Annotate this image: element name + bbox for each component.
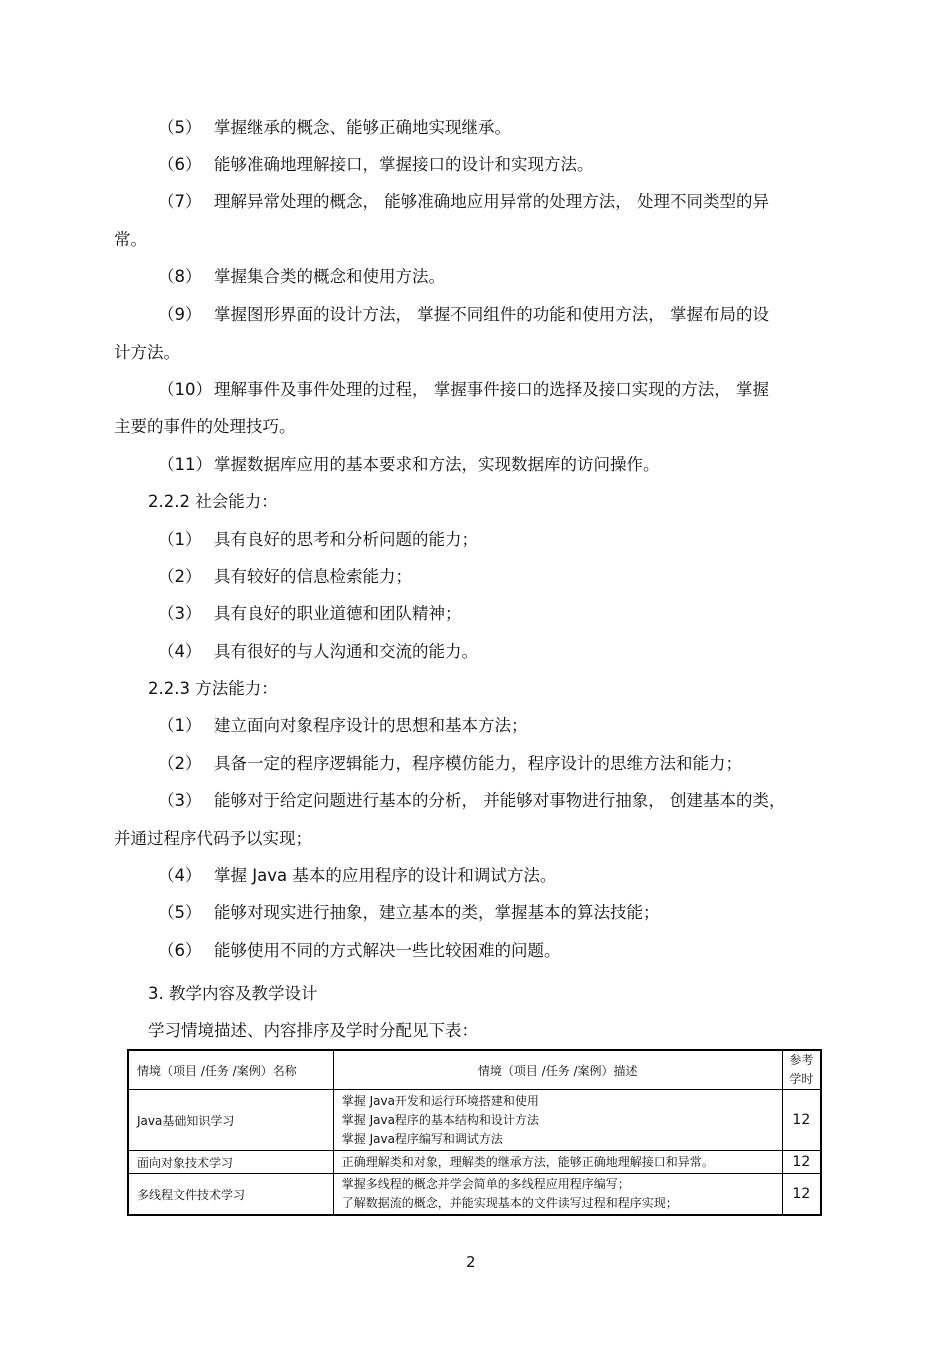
header-hours <box>782 1050 821 1090</box>
item-text: 具备一定的程序逻辑能力，程序模仿能力，程序设计的思维方法和能力； <box>214 754 742 773</box>
item-number: （3） <box>158 604 202 623</box>
item-text: 掌握集合类的概念和使用方法。 <box>214 267 445 286</box>
section-3-heading: 3. 教学内容及教学设计 <box>148 984 318 1003</box>
description-line: 正确理解类和对象，理解类的继承方法，能够正确地理解接口和异常。 <box>341 1154 714 1169</box>
item-number: （3） <box>158 791 202 810</box>
method-item-3 <box>158 791 786 811</box>
item-text: 具有较好的信息检索能力； <box>214 567 412 586</box>
knowledge-item-9 <box>158 305 769 325</box>
item-text: 能够对于给定问题进行基本的分析， 并能够对事物进行抽象， 创建基本的类， <box>214 791 786 810</box>
social-item-3 <box>158 604 462 624</box>
table-intro-text: 学习情境描述、内容排序及学时分配见下表： <box>148 1021 478 1040</box>
method-item-2 <box>158 754 742 774</box>
header-name: 情境（项目 /任务 /案例）名称 <box>128 1050 333 1090</box>
item-number: （4） <box>158 866 202 885</box>
header-hours-line1: 参考 <box>789 1053 814 1067</box>
item-text: 能够准确地理解接口，掌握接口的设计和实现方法。 <box>214 155 594 174</box>
description-line: 掌握 Java程序的基本结构和设计方法 <box>341 1112 539 1127</box>
table-row <box>128 1174 821 1216</box>
description-line: 了解数据流的概念，并能实现基本的文件读写过程和程序实现； <box>341 1196 678 1210</box>
item-text: 掌握 Java 基本的应用程序的设计和调试方法。 <box>214 866 557 885</box>
item-number: （11） <box>158 455 212 474</box>
knowledge-item-5 <box>158 118 511 138</box>
item-number: （5） <box>158 903 202 922</box>
social-item-1 <box>158 530 478 550</box>
item-number: （9） <box>158 305 202 324</box>
description-line: 掌握 Java开发和运行环境搭建和使用 <box>341 1093 539 1108</box>
page-number: 2 <box>466 1253 476 1271</box>
item-number: （8） <box>158 267 202 286</box>
row-name: 多线程文件技术学习 <box>128 1174 333 1216</box>
knowledge-item-7-continuation: 常。 <box>114 230 147 249</box>
item-number: （5） <box>158 118 202 137</box>
item-text: 具有良好的思考和分析问题的能力； <box>214 530 478 549</box>
row-name: 面向对象技术学习 <box>128 1151 333 1174</box>
knowledge-item-10-continuation: 主要的事件的处理技巧。 <box>114 417 296 436</box>
table-row <box>128 1090 821 1151</box>
row-hours: 12 <box>782 1151 821 1174</box>
knowledge-item-10 <box>158 380 769 400</box>
description-line: 掌握 Java程序编写和调试方法 <box>341 1131 503 1146</box>
item-text: 具有很好的与人沟通和交流的能力。 <box>214 642 478 661</box>
table-row <box>128 1151 821 1174</box>
method-item-6 <box>158 941 561 961</box>
teaching-content-table <box>127 1049 822 1216</box>
knowledge-item-11 <box>158 455 660 475</box>
item-number: （2） <box>158 567 202 586</box>
social-item-4 <box>158 642 478 662</box>
item-number: （6） <box>158 155 202 174</box>
row-description <box>333 1174 782 1216</box>
item-number: （6） <box>158 941 202 960</box>
item-number: （10） <box>158 380 212 399</box>
method-item-4 <box>158 866 557 886</box>
row-name: Java基础知识学习 <box>128 1090 333 1151</box>
item-number: （7） <box>158 192 202 211</box>
item-text: 建立面向对象程序设计的思想和基本方法； <box>214 716 528 735</box>
row-hours: 12 <box>782 1174 821 1216</box>
item-number: （2） <box>158 754 202 773</box>
item-number: （1） <box>158 716 202 735</box>
row-description <box>333 1090 782 1151</box>
row-description <box>333 1151 782 1174</box>
item-number: （1） <box>158 530 202 549</box>
header-description: 情境（项目 /任务 /案例）描述 <box>333 1050 782 1090</box>
social-item-2 <box>158 567 412 587</box>
method-ability-heading: 2.2.3 方法能力： <box>148 679 278 698</box>
knowledge-item-9-continuation: 计方法。 <box>114 343 180 362</box>
table-header-row <box>128 1050 821 1090</box>
header-hours-line2: 学时 <box>789 1072 814 1086</box>
item-text: 掌握图形界面的设计方法， 掌握不同组件的功能和使用方法， 掌握布局的设 <box>214 305 769 324</box>
item-text: 理解异常处理的概念， 能够准确地应用异常的处理方法， 处理不同类型的异 <box>214 192 769 211</box>
item-text: 能够对现实进行抽象，建立基本的类，掌握基本的算法技能； <box>214 903 660 922</box>
knowledge-item-7 <box>158 192 769 212</box>
method-item-3-continuation: 并通过程序代码予以实现； <box>114 829 312 848</box>
knowledge-item-6 <box>158 155 594 175</box>
method-item-1 <box>158 716 528 736</box>
item-text: 掌握数据库应用的基本要求和方法，实现数据库的访问操作。 <box>214 455 660 474</box>
method-item-5 <box>158 903 660 923</box>
item-text: 能够使用不同的方式解决一些比较困难的问题。 <box>214 941 561 960</box>
row-hours: 12 <box>782 1090 821 1151</box>
description-line: 掌握多线程的概念并学会简单的多线程应用程序编写； <box>341 1177 630 1191</box>
social-ability-heading: 2.2.2 社会能力： <box>148 492 278 511</box>
item-number: （4） <box>158 642 202 661</box>
item-text: 掌握继承的概念、能够正确地实现继承。 <box>214 118 511 137</box>
item-text: 具有良好的职业道德和团队精神； <box>214 604 462 623</box>
knowledge-item-8 <box>158 267 445 287</box>
item-text: 理解事件及事件处理的过程， 掌握事件接口的选择及接口实现的方法， 掌握 <box>214 380 769 399</box>
